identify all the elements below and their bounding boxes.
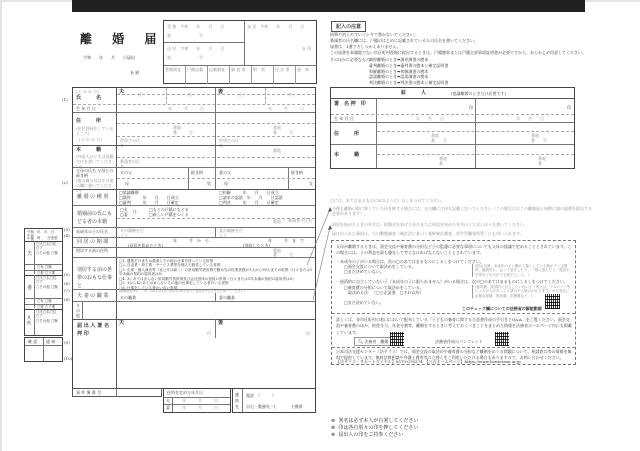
wife-mother-field[interactable]: 母 [224,181,228,186]
witness2-honseki-field[interactable] [478,145,572,153]
office-side-panel: 令和 年 月 日 午前 午後 時 分受領 夫 □氏□名□住 □ア □その他 □無 □有 □無 □要 □不要 妻 □氏□名□住 □ア □その他 □無 □有 □無 □要 □不要 其他 □氏□名□住 □ア □その他 □無 [24,228,63,336]
received-line: 受 理 令和 年 月 日 [167,24,225,29]
option-wakai[interactable]: □和解 年 月 日成立 [219,190,279,195]
case-number-field[interactable] [118,389,162,397]
divorce-type-right[interactable] [219,190,283,205]
wife-birthdate[interactable]: 年 月 日 [268,106,304,111]
minor-husband-field[interactable]: 夫が親権を行う子 [120,228,144,238]
pamphlet-label[interactable]: 法務省作成のパンフレット [435,339,483,344]
child-care-box: 父母が離婚するときは、面会交流や養育費の分担など子の監護に必要な事項についても父母の協議で定めることとされています。この場合には、子の利益を最も優先して考えなければならないこととされています。 ・未成年の子がいる場合は、次の□のあてはまるものにしるしをつけてください。 □面会交流について取決めをしている。 □まだ決めていない。 (面会交流：未成年の子と離れて暮らしている親が子と定期的、継続的に、会って話をしたり、一緒に遊んだり、電話や手紙などの方法で交流すること。) ・経済的に自立していない子（未成年の子に限られません）がいる場合は、次の□のあてはまるものにしるしをつけてください。 □養育費の分担について取決めをしている。 取決め方法：（□公正証書 □それ以外） □まだ決めていない。 (養育費：経済的に自立していない子（例えば、アルバイト等による収入があっても該当する場合があります）の衣食住に必要な経費、教育費、医療費など。) このチェック欄についての法務省の解説動画 詳しくは、各市区町村の窓口において配布している「子どもの養育に関する合意書作成の手引きとQ&A」をご覧ください。面会交流や養育費のほか、財産分与、年金分割等、離婚をするときに考えておくべきことをまとめた情報を法務省ホームページ内にも掲載しています。 🔍︎ 法務省 離婚 法務省作成のパンフレット 日本司法支援センター（法テラス）では、面会交流の取決めや養育費の分担など離婚をめぐる問題について、相談窓口等の情報を無料で提供しています。無料法律相談や弁護士費用等の立替えをご利用いただける場合もありますので、お問い合わせください。 【法テラス・サポートダイヤル】0570-078374 【公式ホームページ】https://www.houterasu.or.jp [331,240,576,365]
occupation-label: 夫 妻 の 職 業 [77,293,109,299]
received-no: 第 号 [167,33,203,38]
section-number-6: (6) [64,281,70,286]
case-number-row [72,388,162,397]
wife-address-date[interactable]: 年 月 日 [182,405,218,410]
cohab-note: 同居を始めたときの年月は、結婚式をあげた年月または同居を始めた年月のうち早いほうを書いてください。 [332,222,528,227]
wife-occupation-field[interactable]: 妻の職業 [219,295,235,300]
wife-name-field[interactable] [218,95,312,103]
submission-date[interactable]: 令和 年 月 日届出 [83,55,135,60]
divorce-type-left[interactable] [119,190,179,205]
issued-line: 発 送 令和 年 月 日 [247,24,305,29]
other-field[interactable] [84,302,312,318]
return-wife-check[interactable]: □妻 [120,212,128,217]
office-columns: 書類調査 戸籍記載 記載調査 調 査 票 附 票 住 民 票 通 知 [164,66,317,84]
section-number-4: (4) [64,233,70,238]
checkbox-note: □には、あてはまるものに☑のようにしるしをつけてください。 [330,198,446,203]
sent-no: 第 号 [167,55,203,60]
section-number-10: (10) [64,356,73,361]
return-husband-check[interactable]: □夫 [120,207,128,212]
work-option-6[interactable]: □6. 仕事をしている者のいない世帯 [119,285,178,290]
witness-title: 証 人 [401,90,427,96]
witness-birthdate-label: 生 年 月 日 [334,116,354,121]
pamphlet-qr-code[interactable] [495,332,509,346]
support-decided-check[interactable]: □養育費の分担について取決めをしている。 [344,285,424,290]
notes-list: 鉛筆や消えやすいインキで書かないでください。 筆頭者の氏名欄には、戸籍のはじめに記載されている人の氏名を書いてください。 届書は、1通でさしつかえありません。 この届書を本籍地でない市区町村役場に提出するときは、戸籍謄本または戸籍全部事項証明書が必要ですから、あらかじめ用意してください。 [330,32,586,55]
witness2-birthdate[interactable]: 年 月 日 [516,116,544,121]
husband-address-field[interactable] [119,113,213,123]
divorce-type-label: 離 婚 の 種 別 [77,194,109,200]
husband-seal[interactable]: 印 [207,331,211,336]
return-surname-label: 婚姻前の氏にもどる者の本籍 [77,211,113,225]
witness1-address-field[interactable] [379,124,473,131]
work-option-4[interactable]: □4. 3にあてはまらない常用勤労者世帯及び会社団体の役員の世帯（日々または1年未満の契約の雇用者は5） [119,276,296,281]
husband-address-date[interactable]: 年 月 日 [182,398,218,403]
cohabitation-label: 同 居 の 期 間 [77,239,109,245]
bullet-icon: ⊚ [331,424,336,431]
name-label: 氏 名 [76,95,102,101]
section-number-5: (5) [64,272,70,277]
work-option-5[interactable]: □5. 1から4にあてはまらないその他の仕事をしている者のいる世帯 [119,281,229,286]
option-shinpan[interactable]: □審判 年 月 日確定 [119,200,179,205]
office-use-box [163,20,317,84]
wife-seal[interactable]: 印 [306,331,310,336]
other-side-checks[interactable]: □氏□名□住 □ア □その他 □無 [36,310,58,323]
husband-side-checks[interactable]: □氏□名□住 □ア □その他 □無 [36,242,58,255]
main-form-table: (よ み か た) 氏 名 夫 妻 氏 名 氏 名 生 年 月 日 年 月 日 年 月 日 住 所 (住民登録をしているところ) (よ み か た) 番地 番 号 番地 番 号 世帯主の氏名 世帯主の氏名 本 籍 (外国人のときは国籍だけを書いてください) 番地 筆頭者の氏名 父母の氏名 父母との続き柄 (他の養父母はその他の欄に書いてください) 夫の父 続き柄 妻の父 続き柄 母 男 母 女 離 婚 の 種 別 □協議離婚 □調停 年 月 日成立 □審判 年 月 日確定 □和解 年 月 日成立 □請求の認諾 年 月 日認諾 □判決 年 月 日確定 婚姻前の氏にもどる者の本籍 □夫 □妻 は □もとの戸籍にもどる □新しい戸籍をつくる 番地 筆頭者の氏名 未成年の子の氏名 夫が親権を行う子 妻が親権を行う子 同 居 の 期 間 年 月 か ら 年 月 ま で (同居を始めたとき) (別居したとき) 別居する前の住所 番地 番 号 別居する前の世帯のおもな仕事と □1. 農業だけまたは農業とその他の仕事を持っている世帯 □2. 自由業・商工業・サービス業等を個人で経営している世帯 □3. 企業・個人商店等（官公庁は除く）の常用勤労者世帯で勤め先の従業者数が1人から99人までの世帯（日々または1年未満の契約の雇用者は5） □4. 3にあてはまらない常用勤労者世帯及び会社団体の役員の世帯（日々または1年未満の契約の雇用者は5） □5. 1から4にあてはまらないその他の仕事をしている者のいる世帯 □6. 仕事をしている者のいない世帯 夫 妻 の 職 業 (国勢調査の年… 年…の4月1日から翌年3月31日までに届出をするときだけ書いてください) 夫の職業 妻の職業 その他 届 出 人 署 名 押 印 夫 妻 印 印 [72,87,316,389]
cohab-from-field[interactable]: 年 月 か ら [173,238,209,243]
support-undecided-check[interactable]: □まだ決めていない。 [344,300,384,305]
required-docs-list: 調停離婚のとき➡調停調書の謄本 審判離婚のとき➡審判書の謄本と確定証明書 和解離婚のとき➡和解調書の謄本 認諾離婚のとき➡認諾調書の謄本 判決離婚のとき➡判決書の謄本と確定証明書 [369,57,449,86]
separation-address-field[interactable] [119,248,269,256]
top-header-bar [72,0,585,12]
minor-wife-field[interactable]: 妻が親権を行う子 [219,228,243,238]
addressee: 長 殿 [130,70,140,75]
witness2-address-field[interactable] [478,124,572,131]
cohab-to-field[interactable]: 年 月 ま で [268,238,304,243]
video-link-label[interactable]: このチェック欄についての法務省の解説動画 [462,306,542,311]
contact-box [232,388,316,413]
husband-header: 夫 [119,89,125,95]
support-method-checks[interactable]: 取決め方法：（□公正証書 □それ以外） [348,290,424,295]
contact-label: 連絡先 [235,392,239,409]
section-number-9: (9) [64,340,70,345]
household-work-label: 別居する前の世帯のおもな仕事と [77,267,113,289]
witness-table: 証 人 (協議離婚のときだけ必要です) 署 名 押 印 印 印 生 年 月 日 年 月 日 年 月 日 住 所 番地 番 号 番地 番 号 本 籍 番地 番 番地 番 [330,87,575,169]
search-qr-code[interactable] [390,332,404,346]
confirm-notify-box: 確 認 通 知 [24,337,63,362]
option-nindaku[interactable]: □請求の認諾 年 月 日認諾 [219,195,283,200]
new-registry-check[interactable]: □新しい戸籍をつくる [149,212,189,217]
husband-name-field[interactable] [119,95,213,103]
sent-line: 送 付 令和 年 月 日 [167,46,225,51]
chief-seal: 長 印 [302,46,312,51]
birthdate-label: 生 年 月 日 [76,106,96,111]
bullet-icon: ⊚ [331,418,336,424]
witness1-birthdate[interactable]: 年 月 日 [416,116,444,121]
section-number-8: (8) [64,297,70,302]
witness2-signature-field[interactable] [478,100,563,112]
option-chotei[interactable]: □調停 年 月 日成立 [119,195,179,200]
surname-note: 今後も離婚の際に称していた氏を称する場合には、左の欄には何も記載しないでください（この場合にはこの離婚届と同時に別の届書を提出する必要があります）。 [332,206,592,216]
witness1-seal[interactable]: 印 [469,105,473,110]
minor-children-label: 未成年の子の氏名 [76,229,108,234]
bottom-notice-list: ⊚ 署名は必ず本人が自署してください ⊚ 印は各自別々の印を押してください ⊚ 届出人の印をご持参ください [331,418,419,438]
witness1-honseki-field[interactable] [379,145,473,153]
wife-header: 妻 [218,89,224,95]
witness-address-label: 住 所 [334,131,360,137]
work-option-2[interactable]: □2. 自由業・商工業・サービス業等を個人で経営している世帯 [119,263,221,268]
stats-note: 届け出られた事項は、人口動態調査（統計法に基づく基幹統計調査、厚生労働省所管）にも用いられます。 [332,231,524,236]
option-hanketsu[interactable]: □判決 年 月 日確定 [219,200,279,205]
option-kyogi[interactable]: □協議離婚 [119,190,139,195]
husband-father-field[interactable]: 夫の父 [120,170,132,175]
section-number-7: (7) [64,288,70,293]
contact-type-field[interactable]: 自宅・勤務先・[ ]-携帯 [246,404,303,409]
case-number-label: 事 件 簿 番 号 [76,390,102,395]
work-option-1[interactable]: □1. 農業だけまたは農業とその他の仕事を持っている世帯 [119,259,214,263]
husband-signature-field[interactable] [125,326,205,336]
applicant-label: 届 出 人 署 名 押 印 [77,323,109,337]
witness2-seal[interactable]: 印 [567,105,571,110]
work-options[interactable] [119,259,313,290]
visit-undecided-check[interactable]: □まだ決めていない。 [344,269,384,274]
address-date-box: 住所を定めた年月日 夫 妻 年 月 日 年 月 日 [163,388,231,413]
notes-title: 記入の注意 [331,21,366,32]
section-number-2: (2) [62,180,68,185]
parents-label: 父母の氏名 父母との続き柄 [76,168,114,178]
wife-address-field[interactable] [218,113,312,123]
form-title: 離 婚 届 [80,32,165,46]
search-icon: 🔍︎ [358,339,364,344]
other-label: その他 [76,303,80,318]
wife-signature-field[interactable] [224,326,304,336]
section-number-1: (1) [62,97,68,102]
witness-honseki-label: 本 籍 [334,152,360,158]
visit-decided-check[interactable]: □面会交流について取決めをしている。 [344,264,416,269]
work-option-3[interactable]: □3. 企業・個人商店等（官公庁は除く）の常用勤労者世帯で勤め先の従業者数が1人から99人までの世帯（日々または1年未満の契約の雇用者は5） [119,267,313,277]
honseki-field[interactable] [119,146,269,156]
section-number-3: (3) [64,227,70,232]
search-box[interactable]: 🔍︎ 法務省 離婚 [354,337,392,346]
husband-birthdate[interactable]: 年 月 日 [168,106,204,111]
witness-signature-label: 署 名 押 印 [334,101,366,107]
wife-side-checks[interactable]: □氏□名□住 □ア □その他 □無 [36,276,58,289]
separation-address-label: 別居する前の住所 [76,248,108,253]
bullet-icon: ⊚ [331,431,336,438]
honseki-label: 本 籍 [76,147,102,153]
husband-mother-field[interactable]: 母 [125,181,129,186]
wife-father-field[interactable]: 妻の父 [219,170,231,175]
address-label: 住 所 [76,118,102,124]
phone-field[interactable]: 電話 （ ） [246,393,276,398]
video-qr-code[interactable] [545,294,560,309]
return-original-registry-check[interactable]: □もとの戸籍にもどる [149,207,189,212]
houterasu-contact[interactable]: 【法テラス・サポートダイヤル】0570-078374 【公式ホームページ】https://www.houterasu.or.jp [336,359,521,364]
witness1-signature-field[interactable] [379,100,464,112]
husband-occupation-field[interactable]: 夫の職業 [120,295,136,300]
